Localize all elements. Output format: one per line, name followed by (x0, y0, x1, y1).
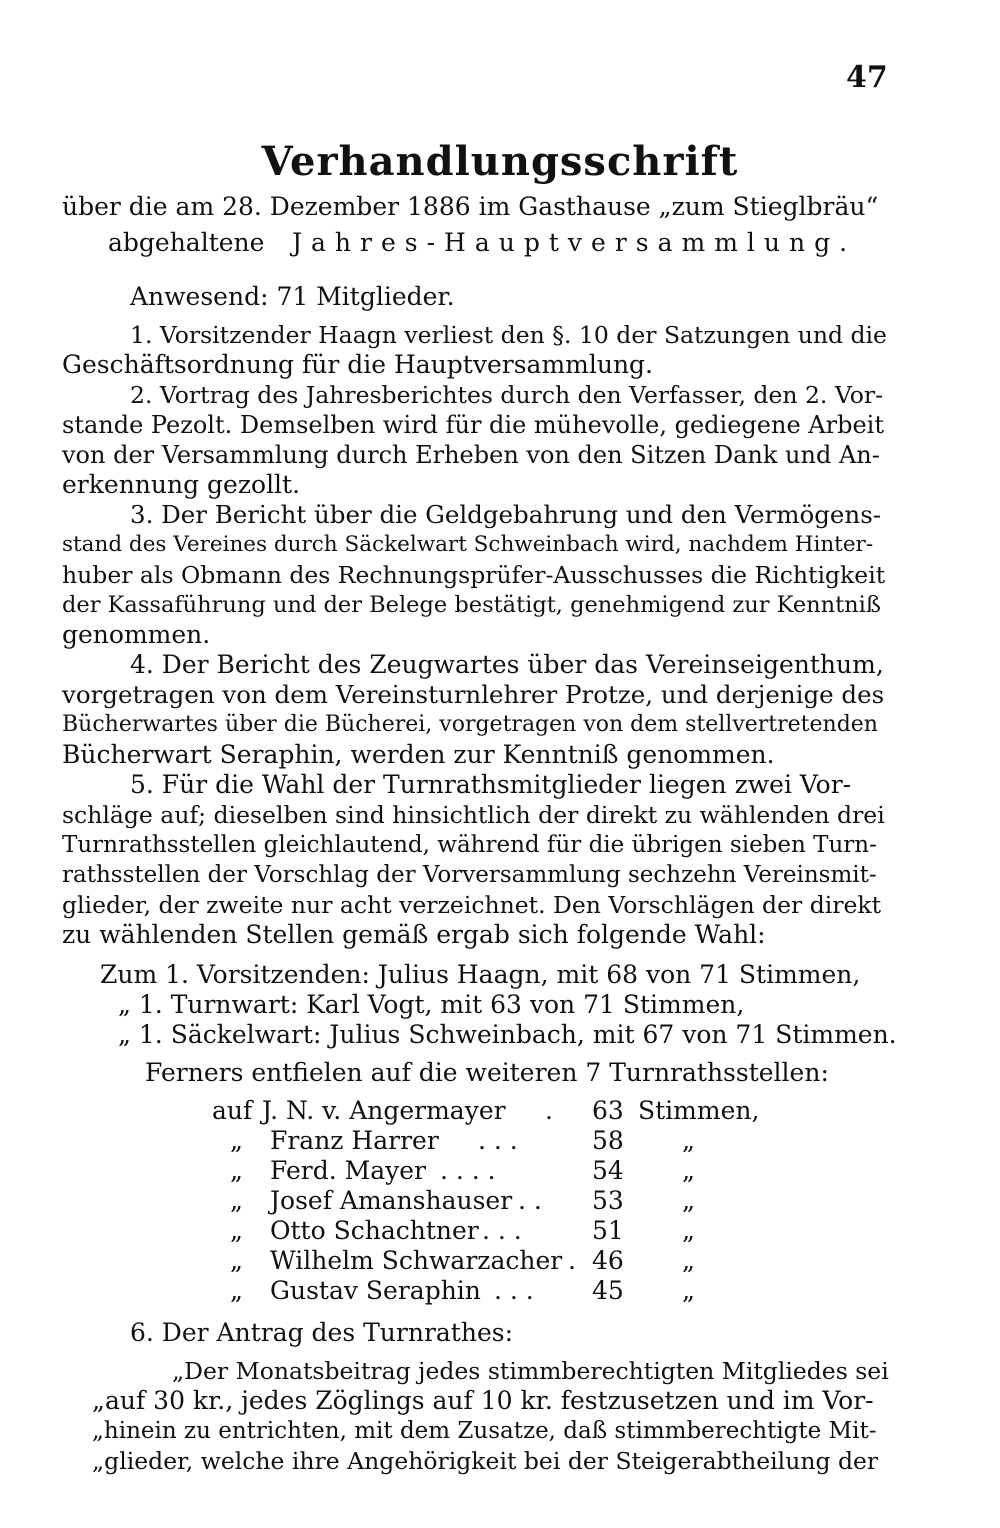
para-line: genommen. (62, 620, 211, 649)
page-number: 47 (846, 60, 888, 95)
further-results-line: Ferners entfielen auf die weiteren 7 Turnrathsstellen: (145, 1058, 829, 1087)
vote-dots: . . (518, 1186, 542, 1215)
election-line: Zum 1. Vorsitzenden: Julius Haagn, mit 68 von 71 Stimmen, (100, 960, 861, 989)
vote-count: 45 (592, 1276, 624, 1305)
motion-line: „glieder, welche ihre Angehörigkeit bei der Steigerabtheilung der (92, 1447, 879, 1475)
heading-line-2a: abgehaltene (108, 228, 265, 257)
vote-name: Josef Amanshauser (270, 1186, 513, 1215)
para-line: stand des Vereines durch Säckelwart Schweinbach wird, nachdem Hinter- (62, 532, 874, 557)
para-line: huber als Obmann des Rechnungsprüfer-Ausschusses die Richtigkeit (62, 561, 886, 589)
vote-name: Ferd. Mayer (270, 1156, 426, 1185)
para-line: Bücherwartes über die Bücherei, vorgetragen von dem stellvertretenden (62, 712, 878, 737)
vote-count: 54 (592, 1156, 624, 1185)
para-line: Turnrathsstellen gleichlautend, während für die übrigen sieben Turn- (62, 832, 877, 858)
vote-unit: „ (682, 1186, 695, 1215)
vote-dots: . . . . (440, 1156, 496, 1185)
para-line: glieder, der zweite nur acht verzeichnet. Den Vorschlägen der direkt (62, 891, 882, 919)
para-line: 5. Für die Wahl der Turnrathsmitglieder liegen zwei Vor- (130, 770, 852, 799)
para-line: stande Pezolt. Demselben wird für die mühevolle, gediegene Arbeit (62, 411, 884, 439)
para-line: erkennung gezollt. (62, 470, 301, 499)
vote-count: 63 (592, 1096, 624, 1125)
para-line: rathsstellen der Vorschlag der Vorversammlung sechzehn Vereinsmit- (62, 862, 877, 888)
vote-prefix: „ (230, 1126, 243, 1155)
vote-name: Gustav Seraphin (270, 1276, 481, 1305)
vote-prefix: „ (230, 1246, 243, 1275)
vote-count: 46 (592, 1246, 624, 1275)
heading-line-1: über die am 28. Dezember 1886 im Gasthause „zum Stieglbräu“ (62, 192, 879, 221)
document-title: Verhandlungsschrift (261, 138, 739, 185)
vote-prefix: auf (212, 1096, 253, 1125)
vote-prefix: „ (230, 1276, 243, 1305)
motion-heading: 6. Der Antrag des Turnrathes: (130, 1318, 513, 1347)
para-line: zu wählenden Stellen gemäß ergab sich folgende Wahl: (62, 920, 766, 949)
vote-dots: . . . (494, 1276, 534, 1305)
para-line: vorgetragen von dem Vereinsturnlehrer Protze, und derjenige des (62, 680, 885, 709)
motion-line: „hinein zu entrichten, mit dem Zusatze, daß stimmberechtigte Mit- (92, 1418, 877, 1444)
para-line: 3. Der Bericht über die Geldgebahrung und den Vermögens- (130, 500, 882, 529)
vote-count: 58 (592, 1126, 624, 1155)
para-line: 1. Vorsitzender Haagn verliest den §. 10 der Satzungen und die (130, 321, 887, 349)
election-line: „ 1. Säckelwart: Julius Schweinbach, mit 67 von 71 Stimmen. (118, 1020, 897, 1049)
para-line: schläge auf; dieselben sind hinsichtlich der direkt zu wählenden drei (62, 801, 885, 829)
vote-dots: . . . (482, 1216, 522, 1245)
election-line: „ 1. Turnwart: Karl Vogt, mit 63 von 71 Stimmen, (118, 990, 745, 1019)
vote-count: 51 (592, 1216, 624, 1245)
para-line: 4. Der Bericht des Zeugwartes über das Vereinseigenthum, (130, 650, 884, 679)
para-line: Bücherwart Seraphin, werden zur Kenntniß genommen. (62, 740, 775, 769)
vote-unit: „ (682, 1276, 695, 1305)
vote-name: Otto Schachtner (270, 1216, 479, 1245)
motion-line: „Der Monatsbeitrag jedes stimmberechtigten Mitgliedes sei (172, 1357, 889, 1385)
vote-dots: . (545, 1096, 553, 1125)
para-line: 2. Vortrag des Jahresberichtes durch den Verfasser, den 2. Vor- (130, 381, 884, 409)
vote-unit: „ (682, 1156, 695, 1185)
para-line: Geschäftsordnung für die Hauptversammlung. (62, 350, 654, 379)
vote-dots: . . . (478, 1126, 518, 1155)
vote-prefix: „ (230, 1186, 243, 1215)
vote-unit: „ (682, 1216, 695, 1245)
vote-name: Franz Harrer (270, 1126, 439, 1155)
para-line: von der Versammlung durch Erheben von den Sitzen Dank und An- (62, 441, 880, 469)
vote-name: J. N. v. Angermayer (262, 1096, 506, 1125)
vote-count: 53 (592, 1186, 624, 1215)
vote-prefix: „ (230, 1216, 243, 1245)
para-line: der Kassaführung und der Belege bestätigt, genehmigend zur Kenntniß (62, 592, 881, 618)
vote-unit: Stimmen, (638, 1096, 760, 1125)
vote-dots: . (568, 1246, 576, 1275)
heading-line-2b: Jahres-Hauptversammlung. (292, 228, 857, 257)
motion-line: „auf 30 kr., jedes Zöglings auf 10 kr. festzusetzen und im Vor- (92, 1386, 874, 1415)
vote-unit: „ (682, 1126, 695, 1155)
attendance-line: Anwesend: 71 Mitglieder. (130, 282, 455, 311)
vote-prefix: „ (230, 1156, 243, 1185)
vote-unit: „ (682, 1246, 695, 1275)
vote-name: Wilhelm Schwarzacher (270, 1246, 563, 1275)
